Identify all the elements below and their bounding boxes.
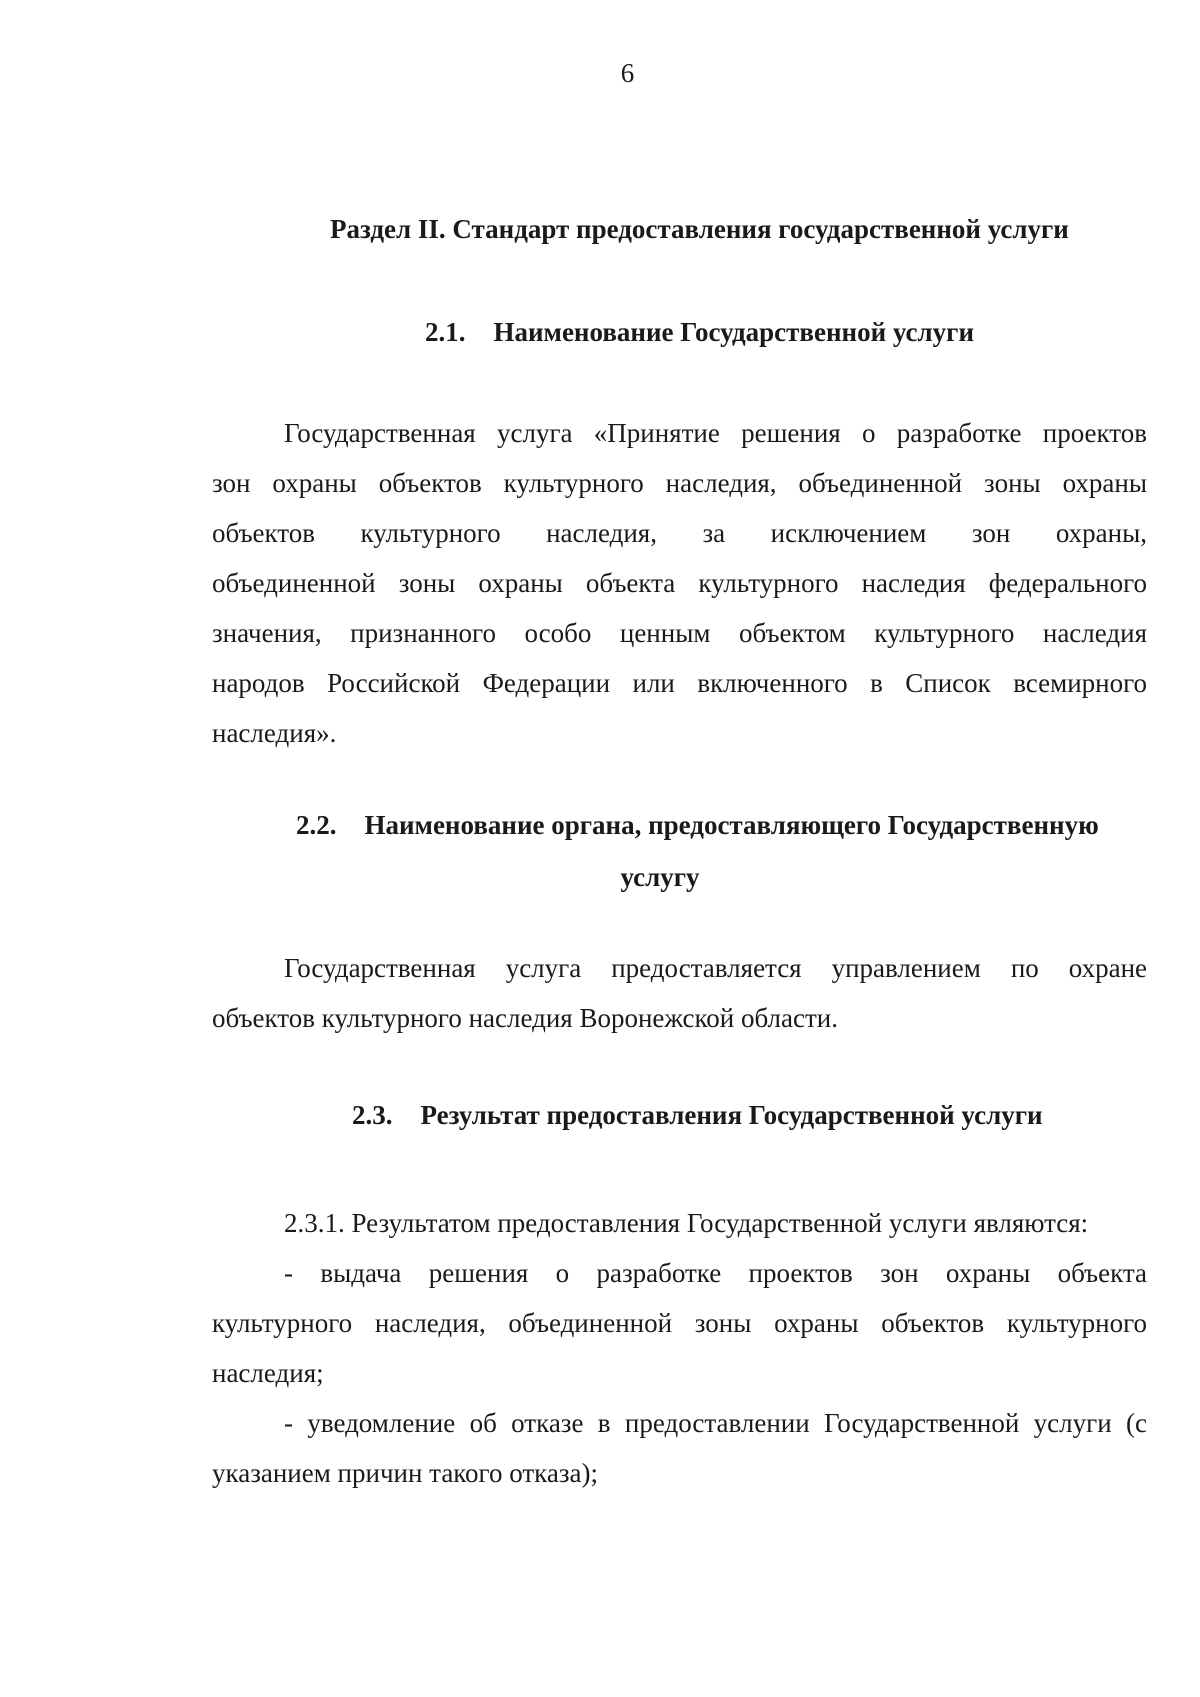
heading-2-3-number: 2.3.: [352, 1100, 393, 1130]
paragraph-line: наследия;: [212, 1358, 324, 1388]
paragraph-2-2: [212, 943, 1147, 1043]
heading-2-2-number: 2.2.: [296, 810, 337, 840]
paragraph-2-1: [212, 408, 1147, 758]
paragraph-line: 2.3.1. Результатом предоставления Государственной услуги являются:: [284, 1208, 1089, 1238]
heading-2-2-title-line2: услугу: [620, 862, 700, 892]
section-title: Раздел II. Стандарт предоставления государственной услуги: [330, 214, 1069, 244]
paragraph-line: объединенной зоны охраны объекта культурного наследия федерального: [212, 568, 1147, 598]
paragraph-line: - уведомление об отказе в предоставлении Государственной услуги (с: [284, 1408, 1147, 1438]
heading-2-2: [296, 810, 1099, 841]
paragraph-line: значения, признанного особо ценным объектом культурного наследия: [212, 618, 1147, 648]
heading-2-3-title: Результат предоставления Государственной услуги: [420, 1100, 1043, 1130]
paragraph-line: Государственная услуга предоставляется управлением по охране: [284, 953, 1147, 983]
paragraph-line: зон охраны объектов культурного наследия, объединенной зоны охраны: [212, 468, 1147, 498]
heading-2-1-title: Наименование Государственной услуги: [493, 317, 975, 347]
paragraph-line: объектов культурного наследия, за исключением зон охраны,: [212, 518, 1147, 548]
paragraph-line: народов Российской Федерации или включенного в Список всемирного: [212, 668, 1147, 698]
paragraph-line: наследия».: [212, 718, 337, 748]
paragraph-line: культурного наследия, объединенной зоны охраны объектов культурного: [212, 1308, 1147, 1338]
paragraph-2-3: [212, 1198, 1147, 1498]
heading-2-1-number: 2.1.: [425, 317, 466, 347]
paragraph-line: указанием причин такого отказа);: [212, 1458, 598, 1488]
paragraph-line: Государственная услуга «Принятие решения о разработке проектов: [284, 418, 1147, 448]
heading-2-2-title-line1: Наименование органа, предоставляющего Государственную: [364, 810, 1099, 840]
paragraph-line: - выдача решения о разработке проектов зон охраны объекта: [284, 1258, 1147, 1288]
heading-2-3: [352, 1100, 1043, 1131]
paragraph-line: объектов культурного наследия Воронежской области.: [212, 1003, 838, 1033]
heading-2-1: [425, 317, 974, 348]
page-number: 6: [620, 58, 635, 88]
